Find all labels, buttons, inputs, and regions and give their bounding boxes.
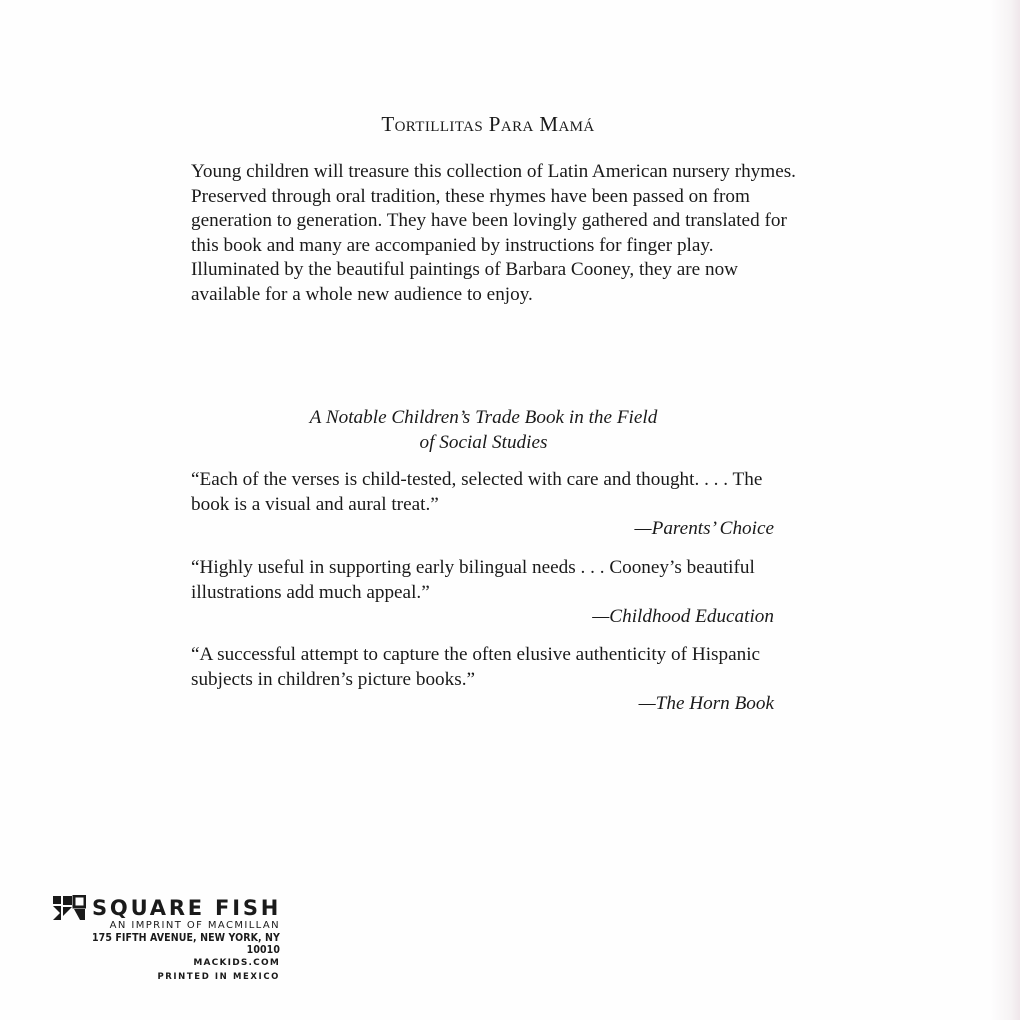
review-text: “A successful attempt to capture the often elusive authenticity of Hispanic subjects in children’s picture books.” bbox=[191, 644, 761, 690]
square-fish-logo-icon bbox=[52, 895, 86, 921]
notable-award-line-1: A Notable Children’s Trade Book in the Field bbox=[309, 407, 658, 428]
book-description: Young children will treasure this collection of Latin American nursery rhymes. Preserved through oral tradition, these rhymes have been passed on from generation to generation. They have been lovingly gathered and translated for this book and many are accompanied by instructions for finger play. Illuminated by the beautiful paintings of Barbara Cooney, they are now available for a whole new audience to enjoy. bbox=[191, 161, 796, 305]
printed-in: PRINTED IN MEXICO bbox=[157, 972, 280, 982]
review-source: —The Horn Book bbox=[638, 693, 774, 715]
publisher-block bbox=[52, 895, 282, 982]
review-text: “Each of the verses is child-tested, selected with care and thought. . . . The book is a visual and aural treat.” bbox=[191, 469, 763, 515]
review-quote bbox=[191, 556, 781, 630]
page-edge bbox=[990, 0, 1020, 1020]
notable-award-line-2: of Social Studies bbox=[419, 432, 548, 453]
review-source: —Parents’ Choice bbox=[634, 518, 774, 540]
review-quote bbox=[191, 643, 781, 717]
notable-award bbox=[191, 405, 776, 455]
publisher-name: SQUARE FISH bbox=[92, 896, 282, 920]
publisher-address: 175 FIFTH AVENUE, NEW YORK, NY 10010 bbox=[91, 932, 280, 956]
review-source: —Childhood Education bbox=[592, 606, 774, 628]
publisher-website: MACKIDS.COM bbox=[193, 958, 280, 968]
publisher-imprint: AN IMPRINT OF MACMILLAN bbox=[109, 920, 280, 931]
review-quote bbox=[191, 468, 781, 542]
review-text: “Highly useful in supporting early bilingual needs . . . Cooney’s beautiful illustrations add much appeal.” bbox=[191, 557, 755, 603]
book-title: Tortillitas Para Mamá bbox=[381, 112, 595, 136]
